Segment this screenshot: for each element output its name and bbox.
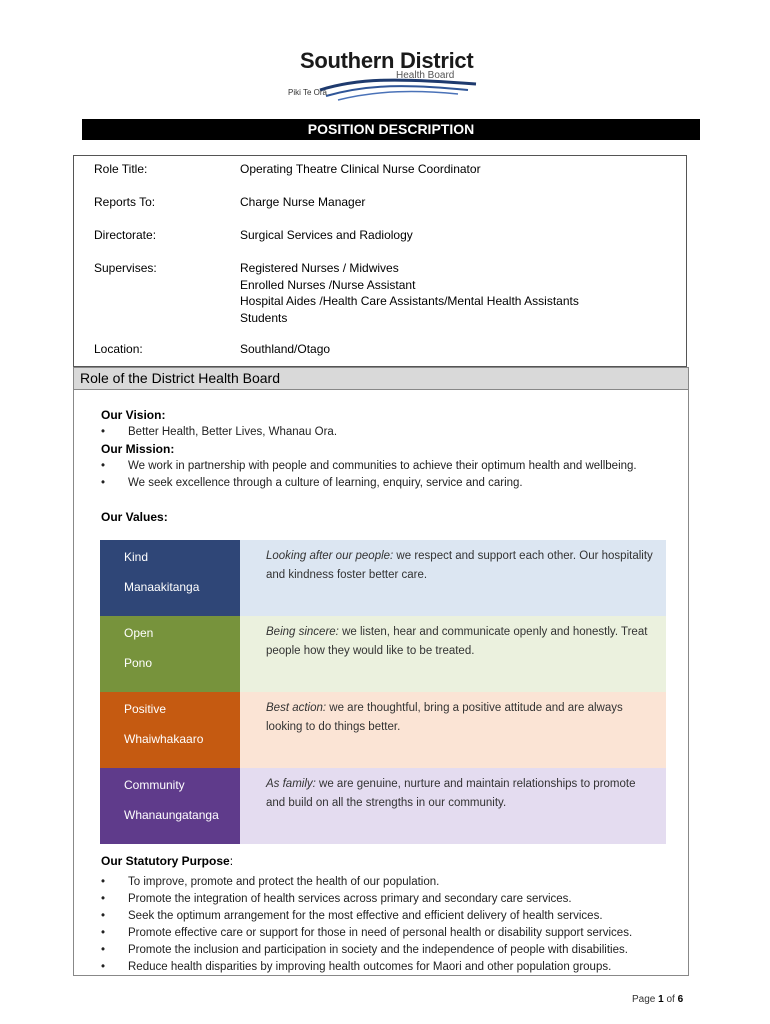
location-label: Location: — [94, 342, 143, 356]
value-text: we are thoughtful, bring a positive attitude and are always looking to do things better. — [266, 702, 623, 733]
value-name-cell — [100, 692, 240, 768]
value-row-positive — [100, 692, 666, 768]
value-name-mi: Pono — [124, 656, 153, 670]
bullet-icon: • — [101, 961, 106, 973]
list-item: • Promote effective care or support for those in need of personal health or disability support services. — [101, 925, 681, 942]
logo-subtitle: Health Board — [396, 70, 455, 81]
value-text: we listen, hear and communicate openly and honestly. Treat people how they would like to be treated. — [266, 626, 648, 657]
supervises-item: Students — [240, 310, 288, 325]
value-name-cell — [100, 616, 240, 692]
values-heading: Our Values: — [101, 510, 168, 524]
role-section-header: Role of the District Health Board — [74, 368, 688, 390]
list-item: • To improve, promote and protect the health of our population. — [101, 874, 681, 891]
value-desc-cell — [240, 616, 666, 692]
supervises-label: Supervises: — [94, 261, 157, 275]
reports-to-value: Charge Nurse Manager — [240, 195, 366, 209]
value-desc-cell — [240, 692, 666, 768]
bullet-icon: • — [101, 460, 106, 472]
position-info-box — [73, 155, 687, 367]
list-item: • Better Health, Better Lives, Whanau Ora. — [101, 424, 661, 441]
value-name-en: Open — [124, 626, 154, 640]
logo-wave-icon — [318, 78, 478, 102]
statutory-heading: Our Statutory Purpose: — [101, 854, 234, 868]
value-lead: Best action: — [266, 702, 327, 714]
supervises-values — [240, 260, 680, 326]
value-desc-cell — [240, 768, 666, 844]
list-item: • Reduce health disparities by improving health outcomes for Maori and other population groups. — [101, 959, 681, 976]
value-desc-cell — [240, 540, 666, 616]
value-name-mi: Whaiwhakaaro — [124, 732, 204, 746]
supervises-item: Hospital Aides /Health Care Assistants/Mental Health Assistants — [240, 294, 579, 308]
value-name-mi: Manaakitanga — [124, 580, 200, 594]
role-section — [73, 367, 689, 976]
value-name-cell — [100, 768, 240, 844]
bullet-icon: • — [101, 910, 106, 922]
value-name-en: Community — [124, 778, 185, 792]
value-row-community — [100, 768, 666, 844]
role-title-value: Operating Theatre Clinical Nurse Coordinator — [240, 162, 481, 176]
location-value: Southland/Otago — [240, 342, 331, 356]
list-item: • Promote the inclusion and participation in society and the independence of people with disabilities. — [101, 942, 681, 959]
value-name-en: Kind — [124, 550, 149, 564]
statutory-list — [101, 874, 681, 976]
directorate-label: Directorate: — [94, 228, 157, 242]
directorate-value: Surgical Services and Radiology — [240, 228, 413, 242]
value-name-cell — [100, 540, 240, 616]
list-item: • Seek the optimum arrangement for the most effective and efficient delivery of health services. — [101, 908, 681, 925]
role-title-label: Role Title: — [94, 162, 148, 176]
supervises-item: Registered Nurses / Midwives — [240, 261, 399, 275]
page-number: Page 1 of 6 — [632, 994, 684, 1005]
value-lead: As family: — [266, 778, 316, 790]
bullet-icon: • — [101, 876, 106, 888]
logo-name: Southern District — [300, 48, 474, 73]
list-item: • Promote the integration of health services across primary and secondary care services. — [101, 891, 681, 908]
value-row-open — [100, 616, 666, 692]
logo-tagline: Piki Te Ora — [288, 88, 327, 97]
vision-heading: Our Vision: — [101, 408, 166, 422]
bullet-icon: • — [101, 477, 106, 489]
value-lead: Being sincere: — [266, 626, 339, 638]
bullet-icon: • — [101, 893, 106, 905]
value-text: we respect and support each other. Our hospitality and kindness foster better care. — [266, 550, 653, 581]
value-name-mi: Whanaungatanga — [124, 808, 219, 822]
mission-list — [101, 458, 661, 492]
page-title: POSITION DESCRIPTION — [82, 119, 700, 140]
value-text: we are genuine, nurture and maintain relationships to promote and build on all the strengths in our community. — [266, 778, 636, 809]
mission-heading: Our Mission: — [101, 442, 175, 456]
bullet-icon: • — [101, 927, 106, 939]
list-item: • We work in partnership with people and communities to achieve their optimum health and wellbeing. — [101, 458, 661, 475]
bullet-icon: • — [101, 426, 106, 438]
value-lead: Looking after our people: — [266, 550, 394, 562]
bullet-icon: • — [101, 944, 106, 956]
supervises-item: Enrolled Nurses /Nurse Assistant — [240, 277, 416, 292]
value-name-en: Positive — [124, 702, 167, 716]
value-row-kind — [100, 540, 666, 616]
logo — [288, 48, 488, 104]
vision-list — [101, 424, 661, 441]
reports-to-label: Reports To: — [94, 195, 156, 209]
list-item: • We seek excellence through a culture of learning, enquiry, service and caring. — [101, 475, 661, 492]
